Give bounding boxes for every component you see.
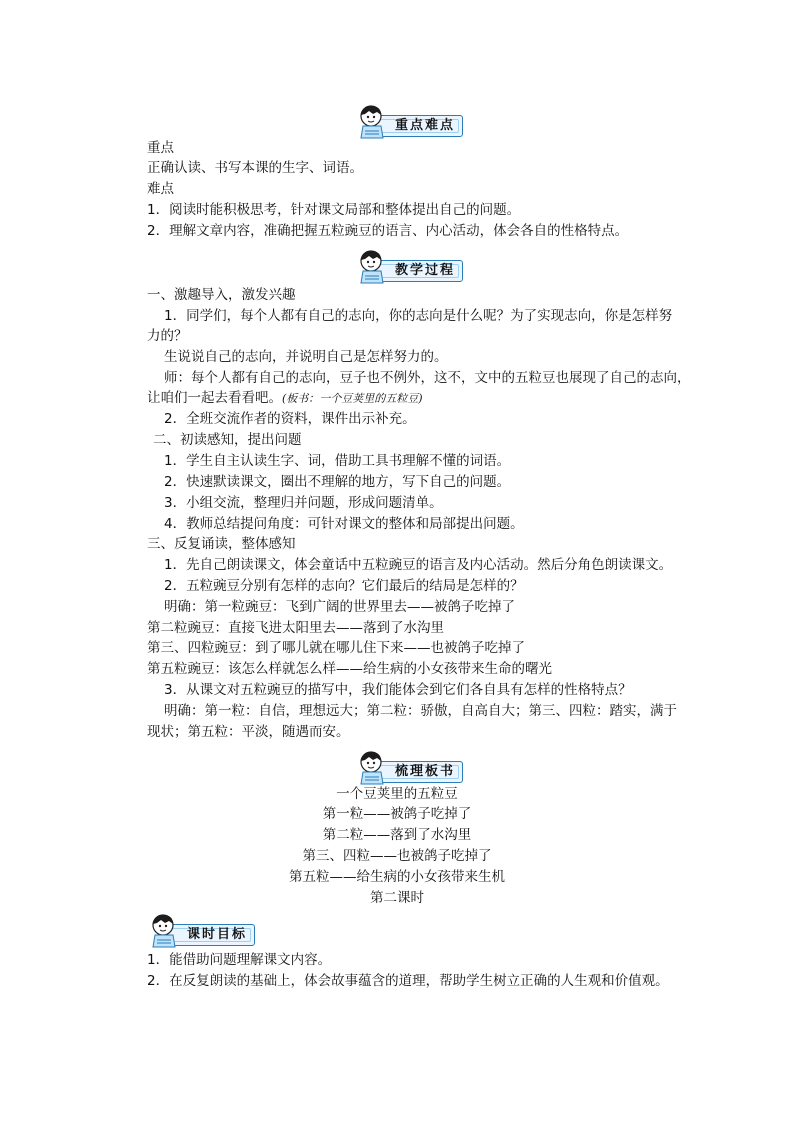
lesson-period: 第二课时 <box>370 890 424 906</box>
difficulty-heading: 难点 <box>147 181 174 197</box>
section-heading: 三、反复诵读，整体感知 <box>147 536 296 552</box>
answer-line: 第二粒豌豆：直接飞进太阳里去——落到了水沟里 <box>147 620 444 636</box>
board-line: 第三、四粒——也被鸽子吃掉了 <box>302 848 492 864</box>
answer-line: 现状；第五粒：平淡，随遇而安。 <box>147 724 350 740</box>
badge-title: 重点难点 <box>394 118 455 133</box>
list-item: 3．从课文对五粒豌豆的描写中，我们能体会到它们各自具有怎样的性格特点？ <box>164 682 632 698</box>
badge-title: 梳理板书 <box>394 764 455 779</box>
student-mascot-icon <box>149 913 183 949</box>
difficulty-item: 1．阅读时能积极思考，针对课文局部和整体提出自己的问题。 <box>147 202 521 218</box>
key-text: 正确认读、书写本课的生字、词语。 <box>147 160 363 176</box>
paragraph-line: 师：每个人都有自己的志向，豆子也不例外，这不，文中的五粒豆也展现了自己的志向， <box>164 370 691 386</box>
answer-line: 第五粒豌豆：该怎么样就怎么样——给生病的小女孩带来生命的曙光 <box>147 661 552 677</box>
section-heading: 一、激趣导入，激发兴趣 <box>147 287 296 303</box>
paragraph-line: 生说说自己的志向，并说明自己是怎样努力的。 <box>164 349 448 365</box>
paragraph-line: 2．全班交流作者的资料，课件出示补充。 <box>164 411 416 427</box>
badge-title: 教学过程 <box>394 263 455 278</box>
answer-line: 明确：第一粒豌豆：飞到广阔的世界里去——被鸽子吃掉了 <box>164 599 515 615</box>
answer-line: 明确：第一粒：自信，理想远大；第二粒：骄傲，自高自大；第三、四粒：踏实，满于 <box>164 703 677 719</box>
key-heading: 重点 <box>147 140 174 156</box>
answer-line: 第三、四粒豌豆：到了哪儿就在哪儿住下来——也被鸽子吃掉了 <box>147 640 525 656</box>
section-badge-board <box>357 754 465 784</box>
board-title: 一个豆荚里的五粒豆 <box>336 786 458 802</box>
board-line: 第二粒——落到了水沟里 <box>322 827 472 843</box>
paragraph-line: 1．同学们，每个人都有自己的志向，你的志向是什么呢？为了实现志向，你是怎样努 <box>164 308 673 324</box>
paragraph-line <box>147 388 423 409</box>
paragraph-line: 力的？ <box>147 328 188 344</box>
difficulty-item: 2．理解文章内容，准确把握五粒豌豆的语言、内心活动，体会各自的性格特点。 <box>147 223 629 239</box>
list-item: 3．小组交流，整理归并问题，形成问题清单。 <box>164 495 443 511</box>
list-item: 1．先自己朗读课文，体会童话中五粒豌豆的语言及内心活动。然后分角色朗读课文。 <box>164 557 673 573</box>
section-badge-key-points <box>357 108 465 138</box>
section-badge-objectives <box>149 917 257 947</box>
list-item: 4．教师总结提问角度：可针对课文的整体和局部提出问题。 <box>164 516 524 532</box>
objective-item: 2．在反复朗读的基础上，体会故事蕴含的道理，帮助学生树立正确的人生观和价值观。 <box>147 973 669 989</box>
student-mascot-icon <box>357 249 391 285</box>
teacher-line-text: 让咱们一起去看看吧。 <box>147 390 282 406</box>
student-mascot-icon <box>357 750 391 786</box>
student-mascot-icon <box>357 104 391 140</box>
board-note: (板书：一个豆荚里的五粒豆) <box>282 392 423 405</box>
section-badge-process <box>357 253 465 283</box>
list-item: 2．快速默读课文，圈出不理解的地方，写下自己的问题。 <box>164 474 511 490</box>
section-heading: 二、初读感知，提出问题 <box>153 432 302 448</box>
board-line: 第五粒——给生病的小女孩带来生机 <box>289 869 505 885</box>
list-item: 1．学生自主认读生字、词，借助工具书理解不懂的词语。 <box>164 453 511 469</box>
badge-title: 课时目标 <box>186 927 247 942</box>
objective-item: 1．能借助问题理解课文内容。 <box>147 952 332 968</box>
board-line: 第一粒——被鸽子吃掉了 <box>322 806 472 822</box>
list-item: 2．五粒豌豆分别有怎样的志向？它们最后的结局是怎样的？ <box>164 578 524 594</box>
